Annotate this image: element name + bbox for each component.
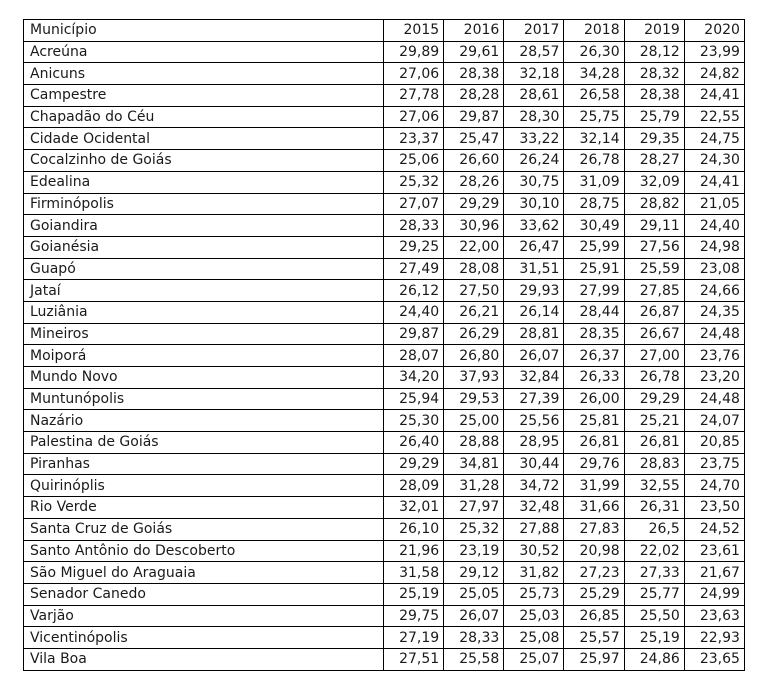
cell-2018: 26,00 <box>564 388 624 410</box>
table-row <box>24 171 745 193</box>
cell-2019: 22,02 <box>624 540 684 562</box>
cell-2020: 24,98 <box>684 236 744 258</box>
cell-2016: 26,80 <box>444 345 504 367</box>
cell-2017: 32,18 <box>504 63 564 85</box>
cell-2016: 30,96 <box>444 215 504 237</box>
cell-2017: 26,24 <box>504 150 564 172</box>
cell-2018: 28,35 <box>564 323 624 345</box>
cell-2016: 26,60 <box>444 150 504 172</box>
table-row <box>24 475 745 497</box>
cell-2018: 29,76 <box>564 453 624 475</box>
table-row <box>24 648 745 670</box>
cell-2017: 28,95 <box>504 432 564 454</box>
cell-2016: 25,47 <box>444 128 504 150</box>
cell-2017: 25,03 <box>504 605 564 627</box>
cell-2015: 25,06 <box>384 150 444 172</box>
cell-2018: 26,78 <box>564 150 624 172</box>
cell-2018: 25,99 <box>564 236 624 258</box>
cell-2017: 26,07 <box>504 345 564 367</box>
cell-2015: 27,49 <box>384 258 444 280</box>
cell-municipio: Goianésia <box>24 236 384 258</box>
cell-2017: 25,73 <box>504 583 564 605</box>
cell-2017: 28,57 <box>504 41 564 63</box>
cell-2017: 30,52 <box>504 540 564 562</box>
cell-2017: 29,93 <box>504 280 564 302</box>
cell-2019: 26,67 <box>624 323 684 345</box>
cell-2018: 25,91 <box>564 258 624 280</box>
cell-2018: 26,30 <box>564 41 624 63</box>
cell-2019: 25,59 <box>624 258 684 280</box>
cell-2015: 26,10 <box>384 518 444 540</box>
cell-2019: 29,29 <box>624 388 684 410</box>
table-row <box>24 345 745 367</box>
table-row <box>24 41 745 63</box>
cell-2020: 22,55 <box>684 106 744 128</box>
cell-2016: 29,29 <box>444 193 504 215</box>
cell-municipio: Firminópolis <box>24 193 384 215</box>
cell-municipio: Anicuns <box>24 63 384 85</box>
cell-municipio: Guapó <box>24 258 384 280</box>
cell-2017: 28,30 <box>504 106 564 128</box>
cell-2019: 24,86 <box>624 648 684 670</box>
cell-2015: 25,19 <box>384 583 444 605</box>
cell-2019: 25,50 <box>624 605 684 627</box>
cell-2019: 28,83 <box>624 453 684 475</box>
cell-2019: 25,79 <box>624 106 684 128</box>
cell-2020: 24,66 <box>684 280 744 302</box>
cell-2020: 24,52 <box>684 518 744 540</box>
cell-2016: 29,12 <box>444 562 504 584</box>
cell-2016: 25,58 <box>444 648 504 670</box>
table-row <box>24 236 745 258</box>
cell-2018: 27,99 <box>564 280 624 302</box>
cell-2017: 33,22 <box>504 128 564 150</box>
cell-municipio: Cocalzinho de Goiás <box>24 150 384 172</box>
cell-2017: 25,07 <box>504 648 564 670</box>
table-row <box>24 388 745 410</box>
table-row <box>24 106 745 128</box>
cell-2015: 25,30 <box>384 410 444 432</box>
cell-municipio: Piranhas <box>24 453 384 475</box>
cell-2019: 28,12 <box>624 41 684 63</box>
table-row <box>24 410 745 432</box>
cell-2018: 30,49 <box>564 215 624 237</box>
column-header-2019: 2019 <box>624 20 684 42</box>
cell-2016: 29,87 <box>444 106 504 128</box>
cell-2019: 27,56 <box>624 236 684 258</box>
cell-2017: 31,82 <box>504 562 564 584</box>
column-header-municipio: Município <box>24 20 384 42</box>
cell-2017: 28,61 <box>504 85 564 107</box>
cell-2019: 28,82 <box>624 193 684 215</box>
cell-2016: 25,00 <box>444 410 504 432</box>
cell-2016: 26,29 <box>444 323 504 345</box>
cell-2017: 30,44 <box>504 453 564 475</box>
cell-2015: 28,09 <box>384 475 444 497</box>
cell-2015: 27,19 <box>384 627 444 649</box>
cell-2020: 22,93 <box>684 627 744 649</box>
cell-2016: 27,50 <box>444 280 504 302</box>
cell-2019: 28,27 <box>624 150 684 172</box>
table-row <box>24 193 745 215</box>
table-row <box>24 367 745 389</box>
cell-2018: 25,75 <box>564 106 624 128</box>
data-table <box>23 19 745 671</box>
cell-2019: 29,11 <box>624 215 684 237</box>
cell-2020: 23,99 <box>684 41 744 63</box>
cell-2019: 27,85 <box>624 280 684 302</box>
cell-2019: 32,09 <box>624 171 684 193</box>
cell-2020: 23,63 <box>684 605 744 627</box>
cell-2015: 27,07 <box>384 193 444 215</box>
cell-2015: 28,33 <box>384 215 444 237</box>
cell-2019: 27,00 <box>624 345 684 367</box>
table-row <box>24 150 745 172</box>
cell-2016: 29,61 <box>444 41 504 63</box>
cell-2020: 23,08 <box>684 258 744 280</box>
table-row <box>24 63 745 85</box>
cell-municipio: Moiporá <box>24 345 384 367</box>
cell-2018: 25,57 <box>564 627 624 649</box>
table-row <box>24 453 745 475</box>
cell-2020: 23,50 <box>684 497 744 519</box>
cell-2018: 25,29 <box>564 583 624 605</box>
cell-2018: 27,23 <box>564 562 624 584</box>
cell-municipio: Cidade Ocidental <box>24 128 384 150</box>
table-row <box>24 605 745 627</box>
cell-2020: 24,48 <box>684 323 744 345</box>
cell-2016: 34,81 <box>444 453 504 475</box>
cell-2016: 37,93 <box>444 367 504 389</box>
cell-2015: 27,78 <box>384 85 444 107</box>
cell-municipio: Vila Boa <box>24 648 384 670</box>
cell-2020: 21,05 <box>684 193 744 215</box>
cell-2018: 25,81 <box>564 410 624 432</box>
cell-municipio: Vicentinópolis <box>24 627 384 649</box>
cell-2020: 23,76 <box>684 345 744 367</box>
cell-2020: 24,40 <box>684 215 744 237</box>
cell-2016: 22,00 <box>444 236 504 258</box>
cell-2015: 29,25 <box>384 236 444 258</box>
cell-2020: 24,41 <box>684 85 744 107</box>
cell-municipio: Chapadão do Céu <box>24 106 384 128</box>
cell-2017: 32,84 <box>504 367 564 389</box>
cell-2019: 29,35 <box>624 128 684 150</box>
cell-2018: 26,81 <box>564 432 624 454</box>
cell-2017: 33,62 <box>504 215 564 237</box>
cell-2015: 29,87 <box>384 323 444 345</box>
cell-municipio: Palestina de Goiás <box>24 432 384 454</box>
cell-2020: 24,07 <box>684 410 744 432</box>
table-row <box>24 562 745 584</box>
cell-2020: 24,75 <box>684 128 744 150</box>
cell-2018: 34,28 <box>564 63 624 85</box>
cell-2018: 28,44 <box>564 301 624 323</box>
cell-municipio: Quirinóplis <box>24 475 384 497</box>
column-header-2015: 2015 <box>384 20 444 42</box>
cell-municipio: Mineiros <box>24 323 384 345</box>
cell-2016: 25,32 <box>444 518 504 540</box>
cell-2016: 29,53 <box>444 388 504 410</box>
cell-2018: 31,99 <box>564 475 624 497</box>
cell-2019: 26,78 <box>624 367 684 389</box>
column-header-2020: 2020 <box>684 20 744 42</box>
cell-municipio: Senador Canedo <box>24 583 384 605</box>
cell-2018: 27,83 <box>564 518 624 540</box>
cell-2017: 25,56 <box>504 410 564 432</box>
table-row <box>24 128 745 150</box>
cell-2020: 24,35 <box>684 301 744 323</box>
table-row <box>24 215 745 237</box>
cell-municipio: Muntunópolis <box>24 388 384 410</box>
cell-2020: 24,41 <box>684 171 744 193</box>
cell-2015: 21,96 <box>384 540 444 562</box>
cell-2016: 28,38 <box>444 63 504 85</box>
cell-2017: 34,72 <box>504 475 564 497</box>
cell-municipio: Edealina <box>24 171 384 193</box>
cell-2018: 28,75 <box>564 193 624 215</box>
cell-2020: 24,82 <box>684 63 744 85</box>
cell-2016: 28,33 <box>444 627 504 649</box>
cell-2019: 27,33 <box>624 562 684 584</box>
cell-2020: 24,70 <box>684 475 744 497</box>
table-row <box>24 258 745 280</box>
cell-2015: 25,94 <box>384 388 444 410</box>
cell-2017: 27,88 <box>504 518 564 540</box>
cell-2017: 26,47 <box>504 236 564 258</box>
cell-2018: 26,85 <box>564 605 624 627</box>
column-header-2016: 2016 <box>444 20 504 42</box>
cell-2018: 31,09 <box>564 171 624 193</box>
cell-2019: 25,19 <box>624 627 684 649</box>
table-row <box>24 85 745 107</box>
cell-2015: 29,89 <box>384 41 444 63</box>
cell-2015: 26,12 <box>384 280 444 302</box>
cell-2015: 27,06 <box>384 63 444 85</box>
cell-2016: 31,28 <box>444 475 504 497</box>
cell-2020: 23,65 <box>684 648 744 670</box>
cell-2019: 25,77 <box>624 583 684 605</box>
cell-2016: 28,26 <box>444 171 504 193</box>
cell-2018: 26,58 <box>564 85 624 107</box>
column-header-2017: 2017 <box>504 20 564 42</box>
cell-2020: 24,48 <box>684 388 744 410</box>
cell-2016: 28,28 <box>444 85 504 107</box>
cell-municipio: Rio Verde <box>24 497 384 519</box>
cell-2019: 28,32 <box>624 63 684 85</box>
cell-2020: 23,61 <box>684 540 744 562</box>
cell-2018: 25,97 <box>564 648 624 670</box>
cell-2016: 25,05 <box>444 583 504 605</box>
cell-municipio: Santa Cruz de Goiás <box>24 518 384 540</box>
cell-2019: 26,5 <box>624 518 684 540</box>
table-row <box>24 432 745 454</box>
cell-2017: 25,08 <box>504 627 564 649</box>
cell-2019: 25,21 <box>624 410 684 432</box>
column-header-2018: 2018 <box>564 20 624 42</box>
cell-2015: 29,75 <box>384 605 444 627</box>
table-container <box>23 19 745 671</box>
cell-2019: 32,55 <box>624 475 684 497</box>
cell-2016: 23,19 <box>444 540 504 562</box>
cell-2019: 26,81 <box>624 432 684 454</box>
cell-2015: 31,58 <box>384 562 444 584</box>
cell-2017: 30,75 <box>504 171 564 193</box>
table-row <box>24 583 745 605</box>
cell-municipio: Varjão <box>24 605 384 627</box>
table-row <box>24 540 745 562</box>
cell-2017: 28,81 <box>504 323 564 345</box>
cell-2018: 32,14 <box>564 128 624 150</box>
cell-2019: 28,38 <box>624 85 684 107</box>
cell-2015: 26,40 <box>384 432 444 454</box>
cell-municipio: Luziânia <box>24 301 384 323</box>
cell-2015: 32,01 <box>384 497 444 519</box>
table-row <box>24 301 745 323</box>
table-body <box>24 41 745 670</box>
table-row <box>24 627 745 649</box>
cell-2016: 26,07 <box>444 605 504 627</box>
cell-2015: 28,07 <box>384 345 444 367</box>
cell-2015: 24,40 <box>384 301 444 323</box>
cell-2017: 27,39 <box>504 388 564 410</box>
cell-2017: 32,48 <box>504 497 564 519</box>
table-row <box>24 323 745 345</box>
cell-municipio: Santo Antônio do Descoberto <box>24 540 384 562</box>
cell-2020: 20,85 <box>684 432 744 454</box>
cell-2015: 27,06 <box>384 106 444 128</box>
cell-2019: 26,31 <box>624 497 684 519</box>
cell-2017: 26,14 <box>504 301 564 323</box>
table-row <box>24 280 745 302</box>
cell-2016: 28,08 <box>444 258 504 280</box>
cell-municipio: Nazário <box>24 410 384 432</box>
cell-2017: 30,10 <box>504 193 564 215</box>
cell-2019: 26,87 <box>624 301 684 323</box>
cell-2020: 23,75 <box>684 453 744 475</box>
cell-2016: 28,88 <box>444 432 504 454</box>
cell-2015: 25,32 <box>384 171 444 193</box>
cell-2015: 34,20 <box>384 367 444 389</box>
cell-2018: 20,98 <box>564 540 624 562</box>
table-row <box>24 518 745 540</box>
cell-2020: 21,67 <box>684 562 744 584</box>
cell-2016: 27,97 <box>444 497 504 519</box>
cell-municipio: Campestre <box>24 85 384 107</box>
cell-municipio: Acreúna <box>24 41 384 63</box>
cell-2018: 26,33 <box>564 367 624 389</box>
cell-2017: 31,51 <box>504 258 564 280</box>
cell-2016: 26,21 <box>444 301 504 323</box>
cell-2015: 29,29 <box>384 453 444 475</box>
cell-municipio: São Miguel do Araguaia <box>24 562 384 584</box>
cell-2015: 23,37 <box>384 128 444 150</box>
header-row <box>24 20 745 42</box>
cell-2018: 26,37 <box>564 345 624 367</box>
cell-2020: 24,30 <box>684 150 744 172</box>
cell-2018: 31,66 <box>564 497 624 519</box>
cell-2015: 27,51 <box>384 648 444 670</box>
cell-municipio: Mundo Novo <box>24 367 384 389</box>
table-row <box>24 497 745 519</box>
cell-municipio: Jataí <box>24 280 384 302</box>
cell-2020: 23,20 <box>684 367 744 389</box>
cell-2020: 24,99 <box>684 583 744 605</box>
cell-municipio: Goiandira <box>24 215 384 237</box>
